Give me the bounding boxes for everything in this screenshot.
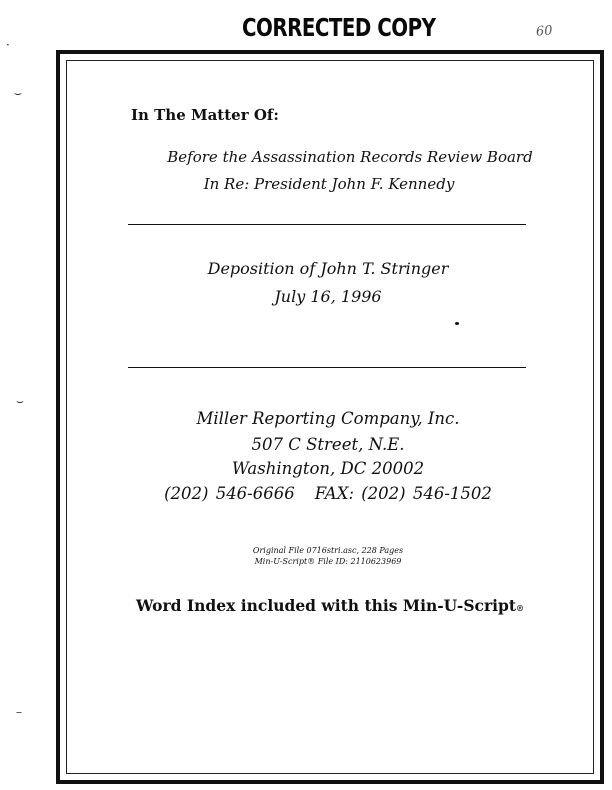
company-street: 507 C Street, N.E.	[251, 435, 405, 454]
registered-mark: ®	[516, 603, 525, 613]
company-phone: (202) 546-6666	[164, 484, 295, 503]
company-name: Miller Reporting Company, Inc.	[196, 409, 460, 428]
deposition-date: July 16, 1996	[274, 287, 382, 306]
matter-heading: In The Matter Of:	[131, 106, 279, 124]
corrected-copy-stamp: CORRECTED COPY	[242, 14, 436, 43]
handwritten-note: 60	[535, 23, 554, 40]
punch-mark-upper: ⌣	[14, 86, 22, 100]
word-index-note	[60, 596, 600, 615]
case-line-re: In Re: President John F. Kennedy	[203, 175, 455, 193]
deposition-title: Deposition of John T. Stringer	[207, 259, 449, 278]
punch-mark-middle: ⌣	[16, 394, 24, 408]
company-fax: FAX: (202) 546-1502	[314, 484, 492, 503]
company-contact	[100, 484, 556, 503]
scan-speck	[455, 322, 459, 325]
case-line-board: Before the Assassination Records Review Board	[167, 148, 533, 166]
original-file-info: Original File 0716stri.asc, 228 Pages	[252, 546, 404, 555]
divider-bottom	[128, 367, 526, 368]
divider-top	[128, 224, 526, 225]
punch-mark-top: ·	[6, 38, 10, 52]
script-file-id: Min-U-Script® File ID: 2110623969	[254, 557, 402, 566]
punch-mark-bottom: –	[16, 705, 22, 719]
company-city: Washington, DC 20002	[231, 459, 425, 478]
word-index-text: Word Index included with this Min-U-Script	[135, 596, 517, 615]
